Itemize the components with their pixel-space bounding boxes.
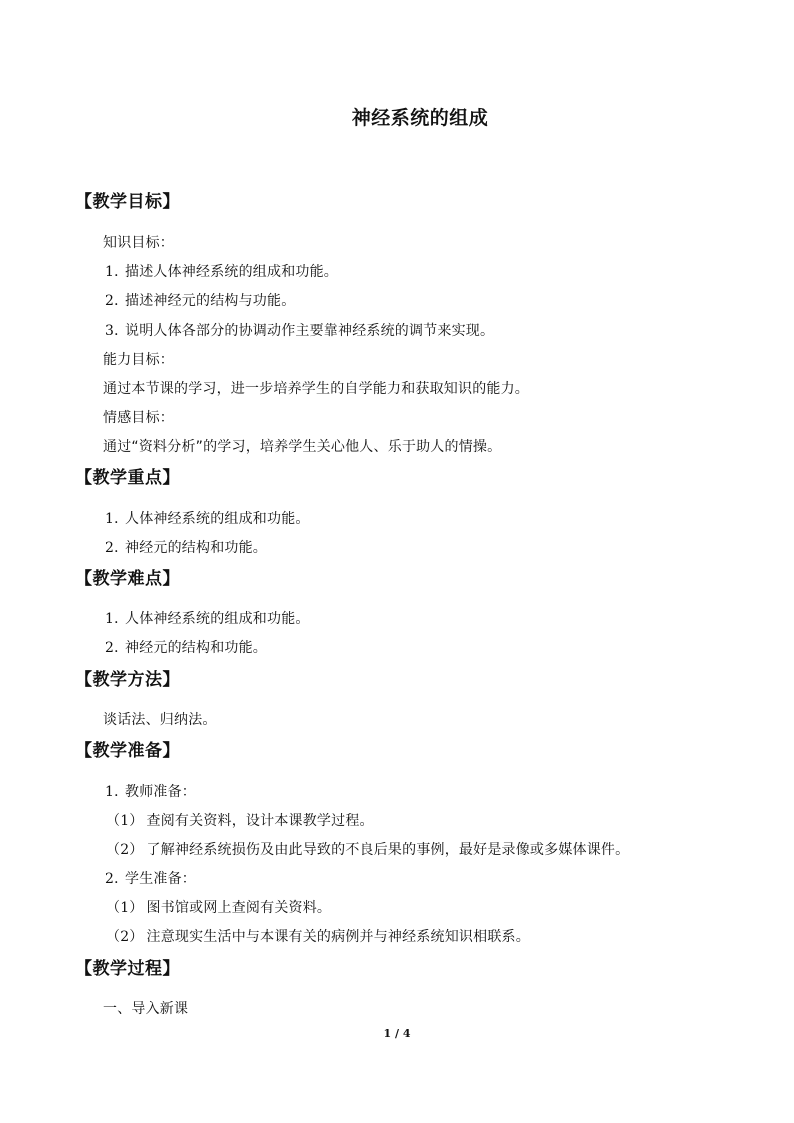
page-title: 神经系统的组成 (351, 107, 489, 129)
emotion-objective-label: 情感目标： (103, 410, 174, 426)
item-number: 2． (105, 871, 129, 887)
item-text: 神经元的结构和功能。 (125, 640, 267, 656)
item-number: 1． (105, 264, 129, 280)
item-text: 学生准备： (125, 871, 196, 887)
ability-objective-label: 能力目标： (103, 352, 174, 368)
item-number: （1） (106, 900, 144, 916)
item-text: 描述人体神经系统的组成和功能。 (125, 264, 338, 280)
knowledge-item (105, 321, 494, 341)
item-text: 说明人体各部分的协调动作主要靠神经系统的调节来实现。 (125, 323, 495, 339)
knowledge-objective-label: 知识目标： (103, 235, 174, 251)
heading-preparation: 【教学准备】 (75, 741, 180, 761)
emotion-objective-text: 通过“资料分析”的学习，培养学生关心他人、乐于助人的情操。 (103, 439, 502, 455)
item-text: 图书馆或网上查阅有关资料。 (146, 900, 332, 916)
item-text: 描述神经元的结构与功能。 (125, 293, 296, 309)
item-number: 2． (105, 640, 129, 656)
knowledge-item (105, 262, 338, 282)
item-number: 2． (105, 293, 129, 309)
heading-methods: 【教学方法】 (75, 670, 180, 690)
difficulty-item (105, 609, 310, 629)
knowledge-item (105, 291, 295, 311)
item-number: （2） (106, 842, 144, 858)
item-text: 了解神经系统损伤及由此导致的不良后果的事例，最好是录像或多媒体课件。 (146, 842, 630, 858)
item-text: 人体神经系统的组成和功能。 (125, 611, 310, 627)
item-number: 1． (105, 784, 129, 800)
heading-difficulties: 【教学难点】 (75, 569, 180, 589)
item-text: 教师准备： (125, 784, 196, 800)
teacher-preparation-label (105, 782, 196, 802)
item-number: （2） (106, 929, 144, 945)
item-text: 查阅有关资料，设计本课教学过程。 (146, 813, 374, 829)
process-step: 一、导入新课 (103, 1001, 189, 1017)
item-number: 2． (105, 540, 129, 556)
key-point-item (105, 509, 310, 529)
difficulty-item (105, 638, 267, 658)
teacher-preparation-item (106, 811, 374, 831)
item-number: 3． (105, 323, 129, 339)
item-text: 注意现实生活中与本课有关的病例并与神经系统知识相联系。 (146, 929, 530, 945)
ability-objective-text: 通过本节课的学习，进一步培养学生的自学能力和获取知识的能力。 (103, 381, 529, 397)
student-preparation-item (106, 927, 530, 947)
item-number: （1） (106, 813, 144, 829)
heading-objectives: 【教学目标】 (75, 192, 180, 212)
teacher-preparation-item (106, 840, 629, 860)
methods-text: 谈话法、归纳法。 (103, 712, 217, 728)
student-preparation-label (105, 869, 196, 889)
item-number: 1． (105, 511, 129, 527)
heading-key-points: 【教学重点】 (75, 468, 180, 488)
item-text: 神经元的结构和功能。 (125, 540, 267, 556)
student-preparation-item (106, 898, 331, 918)
key-point-item (105, 538, 267, 558)
item-text: 人体神经系统的组成和功能。 (125, 511, 310, 527)
item-number: 1． (105, 611, 129, 627)
heading-process: 【教学过程】 (75, 959, 180, 979)
page-number: 1 / 4 (383, 1027, 411, 1040)
